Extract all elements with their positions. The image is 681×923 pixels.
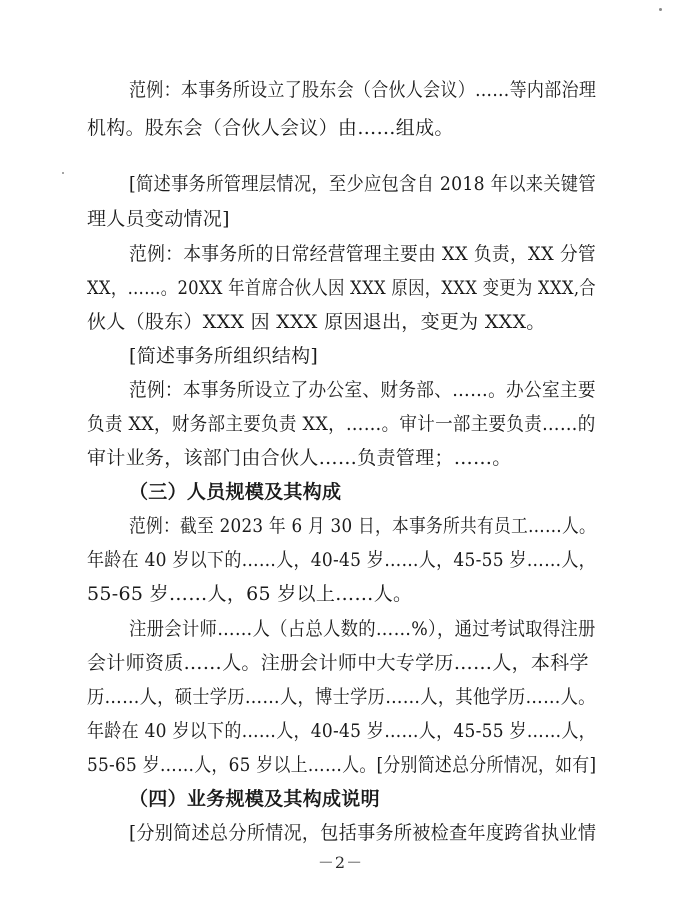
text-line-13: 范例：截至 2023 年 6 月 30 日，本事务所共有员工……人。 xyxy=(129,515,597,537)
text-line-18: 历……人，硕士学历……人，博士学历……人，其他学历……人。 xyxy=(87,686,596,708)
scan-speck xyxy=(62,172,64,174)
text-line-19: 年龄在 40 岁以下的……人，40-45 岁……人，45-55 岁……人， xyxy=(87,720,596,742)
section-heading-3: （三）人员规模及其构成 xyxy=(129,481,342,503)
text-line-2: 机构。股东会（合伙人会议）由……组成。 xyxy=(87,117,454,139)
text-line-22: [分别简述总分所情况，包括事务所被检查年度跨省执业情 xyxy=(129,822,597,844)
text-line-5: 范例：本事务所的日常经营管理主要由 XX 负责，XX 分管 xyxy=(129,243,596,265)
text-line-17: 会计师资质……人。注册会计师中大专学历……人，本科学 xyxy=(87,652,589,674)
text-line-4: 理人员变动情况] xyxy=(87,208,230,230)
scan-speck xyxy=(659,8,662,11)
text-line-14: 年龄在 40 岁以下的……人，40-45 岁……人，45-55 岁……人， xyxy=(87,549,596,571)
text-line-1: 范例：本事务所设立了股东会（合伙人会议）……等内部治理 xyxy=(129,79,597,101)
text-line-9: 范例：本事务所设立了办公室、财务部、……。办公室主要 xyxy=(129,379,596,401)
text-line-8: [简述事务所组织结构] xyxy=(129,345,319,367)
text-line-11: 审计业务，该部门由合伙人……负责管理；……。 xyxy=(87,447,512,469)
text-line-7: 伙人（股东）XXX 因 XXX 原因退出，变更为 XXX。 xyxy=(87,311,546,333)
text-line-15: 55-65 岁……人，65 岁以上……人。 xyxy=(87,583,413,605)
text-line-10: 负责 XX，财务部主要负责 XX，……。审计一部主要负责……的 xyxy=(87,413,596,435)
page-number: －2－ xyxy=(317,853,364,872)
text-line-20: 55-65 岁……人，65 岁以上……人。[分别简述总分所情况，如有] xyxy=(87,754,597,776)
text-line-3: [简述事务所管理层情况，至少应包含自 2018 年以来关键管 xyxy=(129,173,596,195)
text-line-16: 注册会计师……人（占总人数的……%），通过考试取得注册 xyxy=(129,618,596,640)
section-heading-4: （四）业务规模及其构成说明 xyxy=(129,788,380,810)
text-line-6: XX，……。20XX 年首席合伙人因 XXX 原因，XXX 变更为 XXX,合 xyxy=(87,277,596,299)
